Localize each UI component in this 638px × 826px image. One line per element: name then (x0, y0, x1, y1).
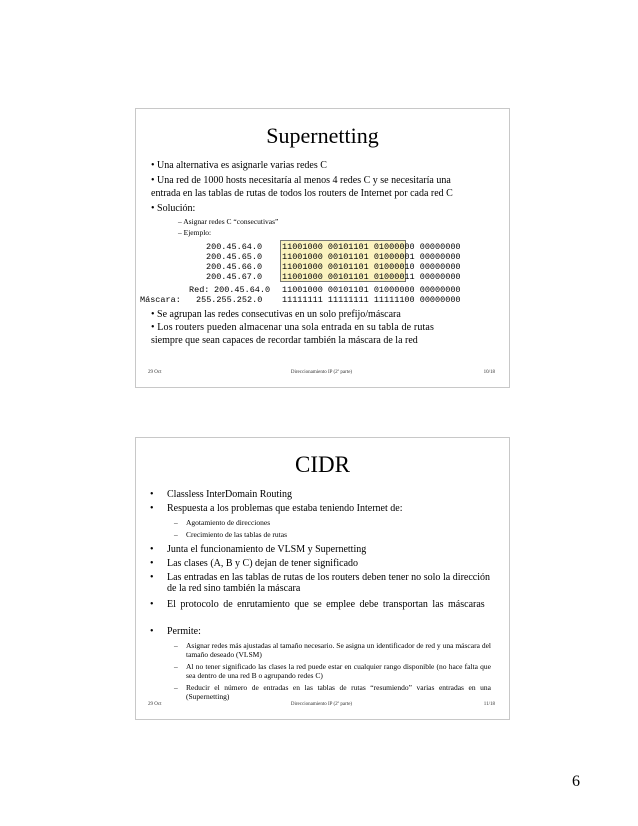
bullet-text: Las entradas en las tablas de rutas de los routers deben tener no solo la dirección de la red sino también la máscara (167, 572, 490, 594)
sub-bullet-text: – Asignar redes C “consecutivas” (178, 217, 279, 226)
footer-title: Direccionamiento IP (2º parte) (290, 370, 353, 375)
bullet-text: siempre que sean capaces de recordar también la máscara de la red (151, 335, 418, 346)
sub-text: Crecimiento de las tablas de rutas (186, 530, 288, 539)
example-binary: 11001000 00101101 01000011 00000000 (282, 272, 461, 282)
example-ip: 200.45.64.0 (206, 242, 263, 252)
slide-supernetting (135, 108, 510, 388)
bullet-item (150, 572, 490, 598)
mask-label: Máscara: (140, 295, 181, 305)
dash-marker: – (174, 641, 178, 650)
sub-item (174, 662, 494, 682)
page-number: 6 (572, 773, 580, 790)
bullet-text: Permite: (167, 626, 201, 637)
red-binary: 11001000 00101101 01000000 00000000 (282, 285, 461, 295)
sub-item (174, 683, 494, 703)
footer-title: Direccionamiento IP (2º parte) (290, 702, 353, 707)
bullet-text: entrada en las tablas de rutas de todos los routers de Internet por cada red C (151, 188, 453, 199)
bullet-text: Junta el funcionamiento de VLSM y Supernetting (167, 544, 367, 555)
footer-page: 10/18 (483, 370, 495, 375)
red-label: Red: (189, 285, 210, 295)
bullet-text: • Una alternativa es asignarle varias redes C (151, 160, 327, 171)
mask-binary: 11111111 11111111 11111100 00000000 (282, 295, 461, 305)
bullet-text: Respuesta a los problemas que estaba teniendo Internet de: (167, 503, 403, 514)
sub-item (174, 641, 494, 661)
slide-cidr (135, 437, 510, 720)
example-binary: 11001000 00101101 01000000 00000000 (282, 242, 461, 252)
bullet-text: • Los routers pueden almacenar una sola entrada en su tabla de rutas (151, 322, 435, 333)
bullet-marker: • (150, 503, 154, 514)
slide-title: Supernetting (266, 123, 379, 148)
footer-page: 11/18 (483, 702, 495, 707)
example-ip: 200.45.67.0 (206, 272, 263, 282)
bullet-marker: • (150, 558, 154, 569)
bullet-marker: • (150, 489, 154, 500)
red-ip: 200.45.64.0 (214, 285, 271, 295)
dash-marker: – (174, 662, 178, 671)
example-binary: 11001000 00101101 01000010 00000000 (282, 262, 461, 272)
slide-footer (148, 369, 495, 377)
dash-marker: – (174, 518, 178, 527)
sub-text: Agotamiento de direcciones (186, 518, 271, 527)
bullet-text: • Se agrupan las redes consecutivas en un solo prefijo/máscara (151, 309, 401, 320)
mask-ip: 255.255.252.0 (196, 295, 263, 305)
sub-text: Reducir el número de entradas en las tablas de rutas “resumiendo” varias entradas en una (Supernetting) (186, 683, 491, 701)
example-ip: 200.45.65.0 (206, 252, 263, 262)
bullet-text: • Una red de 1000 hosts necesitaría al menos 4 redes C y se necesitaría una (151, 175, 451, 186)
bullet-text: Las clases (A, B y C) dejan de tener significado (167, 558, 359, 569)
bullet-text: • Solución: (151, 203, 196, 214)
footer-date: 29 Oct (148, 702, 162, 707)
dash-marker: – (174, 530, 178, 539)
bullet-marker: • (150, 572, 154, 583)
sub-text: Al no tener significado las clases la red puede estar en cualquier rango disponible (no hace falta que sea dentro de una red B o agrupando redes C) (186, 662, 491, 680)
bullet-text: El protocolo de enrutamiento que se emplee debe transportan las máscaras (167, 599, 485, 610)
slide-title: CIDR (295, 452, 350, 477)
bullet-marker: • (150, 544, 154, 555)
sub-bullet-text: – Ejemplo: (178, 228, 212, 237)
bullet-marker: • (150, 599, 154, 610)
footer-date: 29 Oct (148, 370, 162, 375)
bullet-text: Classless InterDomain Routing (167, 489, 292, 500)
dash-marker: – (174, 683, 178, 692)
bullet-item (150, 599, 490, 625)
example-binary: 11001000 00101101 01000001 00000000 (282, 252, 461, 262)
example-ip: 200.45.66.0 (206, 262, 263, 272)
sub-text: Asignar redes más ajustadas al tamaño necesario. Se asigna un identificador de red y una máscara del tamaño deseado (VLSM) (186, 641, 491, 659)
bullet-marker: • (150, 626, 154, 637)
slide-footer (148, 701, 495, 709)
